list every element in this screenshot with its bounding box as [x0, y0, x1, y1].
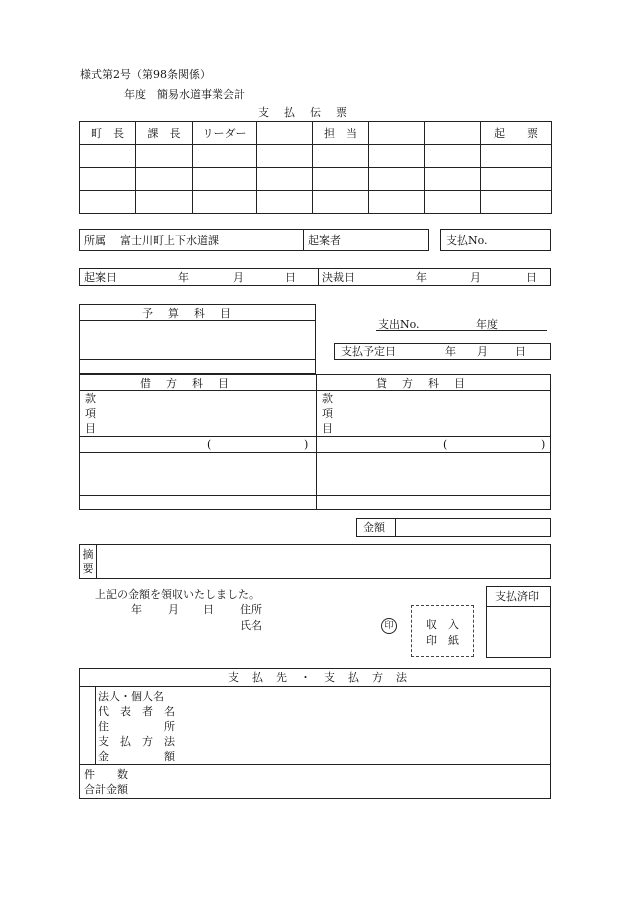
receipt-month: 月: [168, 603, 179, 616]
credit-moku: 目: [322, 422, 333, 435]
credit-paren-open: (: [443, 438, 448, 451]
receipt-name-label: 氏名: [240, 619, 262, 632]
paid-seal-box[interactable]: [486, 586, 551, 658]
approval-header-blank: [425, 122, 481, 145]
drafter-box[interactable]: [303, 229, 429, 251]
approval-header-chief: 課 長: [136, 122, 193, 145]
budget-item-title: 予 算 科 目: [142, 307, 233, 320]
amount-box[interactable]: [356, 518, 551, 537]
stamp-cell[interactable]: [313, 168, 369, 191]
seal-mark-icon: 印: [381, 618, 397, 634]
debit-credit-box: [79, 374, 551, 510]
payee-field-representative: 代 表 者 名: [98, 705, 175, 718]
approval-header-drafter: 起 票: [481, 122, 552, 145]
summary-label: 摘要: [82, 548, 94, 575]
scheduled-day: 日: [515, 345, 526, 358]
scheduled-month: 月: [477, 345, 488, 358]
stamp-cell[interactable]: [369, 168, 425, 191]
decision-month: 月: [470, 271, 481, 284]
total-amount-label: 合計金額: [84, 783, 128, 796]
paid-seal-label: 支払済印: [495, 590, 539, 603]
decision-year: 年: [416, 271, 427, 284]
debit-moku: 目: [85, 422, 96, 435]
stamp-cell[interactable]: [425, 145, 481, 168]
receipt-statement: 上記の金額を領収いたしました。: [95, 588, 260, 601]
stamp-cell[interactable]: [481, 168, 552, 191]
draft-year: 年: [178, 271, 189, 284]
stamp-cell[interactable]: [80, 145, 136, 168]
approval-header-leader: リーダー: [193, 122, 257, 145]
stamp-cell[interactable]: [425, 168, 481, 191]
expense-no-label: 支出No.: [378, 318, 420, 331]
expense-no-underline: [376, 330, 547, 331]
stamp-cell[interactable]: [193, 168, 257, 191]
stamp-cell[interactable]: [136, 191, 193, 214]
dept-value: 富士川町上下水道課: [120, 234, 219, 247]
stamp-cell[interactable]: [193, 191, 257, 214]
page-title: 支 払 伝 票: [258, 106, 349, 119]
stamp-cell[interactable]: [481, 191, 552, 214]
debit-paren-open: (: [207, 438, 212, 451]
summary-box[interactable]: [79, 544, 551, 579]
approval-table: [79, 121, 552, 214]
stamp-cell[interactable]: [136, 145, 193, 168]
revenue-stamp-box[interactable]: [411, 605, 474, 657]
decision-date-label: 決裁日: [322, 271, 355, 284]
approval-header-blank: [369, 122, 425, 145]
payee-field-address: 住 所: [98, 720, 175, 733]
stamp-cell[interactable]: [369, 191, 425, 214]
dept-box: [79, 229, 304, 251]
payment-no-label: 支払No.: [446, 234, 488, 247]
approval-header-staff: 担 当: [313, 122, 369, 145]
draft-date-label: 起案日: [84, 271, 117, 284]
revenue-stamp-line1: 収 入: [426, 618, 459, 631]
stamp-cell[interactable]: [481, 145, 552, 168]
draft-month: 月: [233, 271, 244, 284]
stamp-cell[interactable]: [425, 191, 481, 214]
debit-paren-close: ): [304, 438, 309, 451]
amount-label: 金額: [363, 521, 385, 534]
revenue-stamp-line2: 印 紙: [426, 634, 459, 647]
credit-title: 貸 方 科 目: [376, 377, 467, 390]
payment-no-box[interactable]: [440, 229, 551, 251]
stamp-cell[interactable]: [313, 191, 369, 214]
draft-day: 日: [285, 271, 296, 284]
stamp-cell[interactable]: [257, 168, 313, 191]
budget-item-box: [79, 304, 316, 374]
credit-paren-close: ): [541, 438, 546, 451]
credit-kan: 款: [322, 392, 333, 405]
approval-header-mayor: 町 長: [80, 122, 136, 145]
stamp-cell[interactable]: [80, 168, 136, 191]
credit-kou: 項: [322, 407, 333, 420]
stamp-cell[interactable]: [136, 168, 193, 191]
stamp-cell[interactable]: [369, 145, 425, 168]
decision-day: 日: [526, 271, 537, 284]
scheduled-date-label: 支払予定日: [341, 345, 396, 358]
debit-kou: 項: [85, 407, 96, 420]
receipt-day: 日: [203, 603, 214, 616]
scheduled-date-box[interactable]: [334, 343, 551, 360]
stamp-cell[interactable]: [257, 191, 313, 214]
stamp-cell[interactable]: [257, 145, 313, 168]
stamp-cell[interactable]: [313, 145, 369, 168]
payee-field-amount: 金 額: [98, 750, 175, 763]
fiscal-year-label: 年度: [476, 318, 498, 331]
debit-title: 借 方 科 目: [140, 377, 231, 390]
receipt-address-label: 住所: [240, 603, 262, 616]
form-number: 様式第2号（第98条関係）: [80, 68, 211, 81]
form-subtitle: 年度 簡易水道事業会計: [124, 88, 245, 101]
scheduled-year: 年: [445, 345, 456, 358]
dept-label: 所属: [84, 234, 106, 247]
debit-kan: 款: [85, 392, 96, 405]
stamp-cell[interactable]: [193, 145, 257, 168]
payee-title: 支 払 先 ・ 支 払 方 法: [228, 671, 408, 684]
stamp-cell[interactable]: [80, 191, 136, 214]
date-row: [79, 268, 551, 286]
payee-field-corporate-name: 法人・個人名: [98, 690, 164, 703]
count-label: 件 数: [84, 768, 128, 781]
receipt-year: 年: [131, 603, 142, 616]
approval-header-blank: [257, 122, 313, 145]
payee-box: [79, 668, 551, 799]
drafter-label: 起案者: [308, 234, 341, 247]
payee-field-payment-method: 支 払 方 法: [98, 735, 175, 748]
